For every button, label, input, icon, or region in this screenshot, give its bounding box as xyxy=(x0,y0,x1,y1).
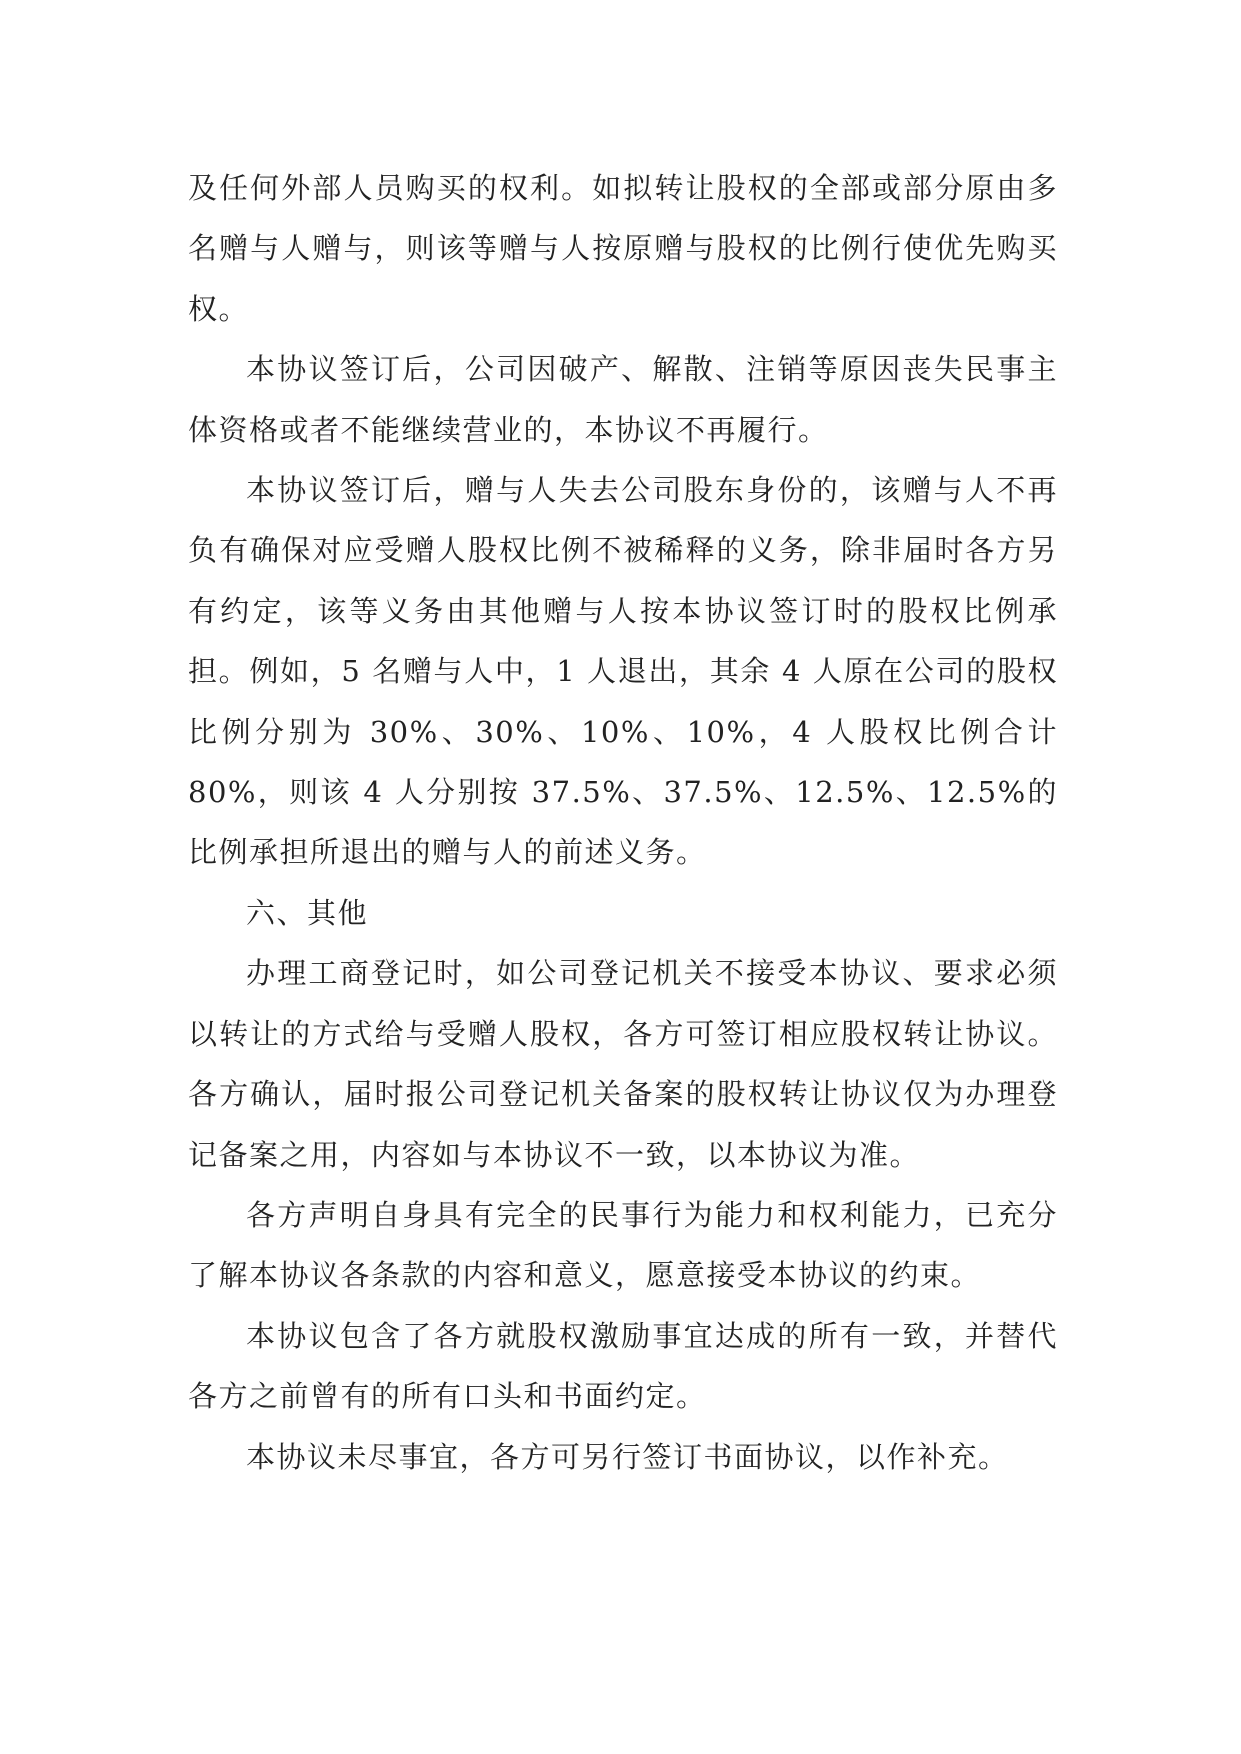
section-heading-other: 六、其他 xyxy=(246,895,369,930)
paragraph-entire-agreement: 本协议包含了各方就股权激励事宜达成的所有一致，并替代各方之前曾有的所有口头和书面约定。 xyxy=(188,1318,1058,1414)
paragraph-supplement: 本协议未尽事宜，各方可另行签订书面协议，以作补充。 xyxy=(246,1439,1009,1474)
paragraph-preemptive-right: 及任何外部人员购买的权利。如拟转让股权的全部或部分原由多名赠与人赠与，则该等赠与人按原赠与股权的比例行使优先购买权。 xyxy=(188,171,1058,326)
document-body xyxy=(188,158,1058,1487)
paragraph-capacity-declaration: 各方声明自身具有完全的民事行为能力和权利能力，已充分了解本协议各条款的内容和意义，愿意接受本协议的约束。 xyxy=(188,1197,1058,1293)
paragraph-registration: 办理工商登记时，如公司登记机关不接受本协议、要求必须以转让的方式给与受赠人股权，各方可签订相应股权转让协议。各方确认，届时报公司登记机关备案的股权转让协议仅为办理登记备案之用，内容如与本协议不一致，以本协议为准。 xyxy=(188,956,1058,1172)
paragraph-termination: 本协议签订后，公司因破产、解散、注销等原因丧失民事主体资格或者不能继续营业的，本协议不再履行。 xyxy=(188,352,1058,447)
paragraph-donor-exit: 本协议签订后，赠与人失去公司股东身份的，该赠与人不再负有确保对应受赠人股权比例不被稀释的义务，除非届时各方另有约定，该等义务由其他赠与人按本协议签订时的股权比例承担。例如，5 名赠与人中，1 人退出，其余 4 人原在公司的股权比例分别为 30%、30%、10%、10%，4 人股权比例合计 80%，则该 4 人分别按 37.5%、37.5%、12.5%、12.5%的比例承担所退出的赠与人的前述义务。 xyxy=(188,473,1058,870)
